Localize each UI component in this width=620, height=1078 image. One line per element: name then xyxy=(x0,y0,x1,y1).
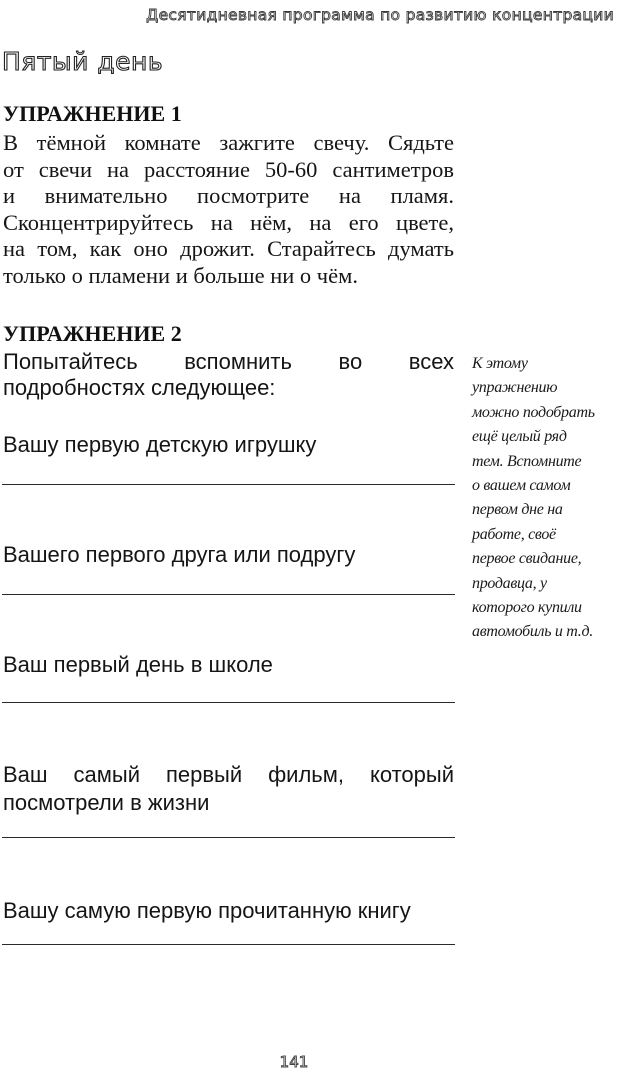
exercise2-heading: УПРАЖНЕНИЕ 2 xyxy=(3,321,182,346)
prompt-first-toy xyxy=(3,431,454,459)
side-note-line: которого купили xyxy=(472,599,582,617)
exercise2-intro-line: подробностях следующее: xyxy=(3,375,276,400)
exercise1-line: Сконцентрируйтесь на нём, на его цвете, xyxy=(3,209,454,235)
side-note-line: продавца, у xyxy=(472,574,547,592)
prompt-line: Вашу первую детскую игрушку xyxy=(3,432,317,457)
exercise1-line: и внимательно посмотрите на пламя. xyxy=(3,183,454,208)
prompt-first-film xyxy=(3,761,454,817)
prompt-first-school-day xyxy=(3,651,454,679)
side-note-line: первом дне на xyxy=(472,501,563,519)
exercise2-intro xyxy=(3,349,454,401)
exercise1-heading: УПРАЖНЕНИЕ 1 xyxy=(3,101,182,126)
day-title: Пятый день xyxy=(2,47,164,76)
page-number: 141 xyxy=(279,1053,309,1071)
side-note-line: автомобиль и т.д. xyxy=(472,623,593,641)
running-header: Десятидневная программа по развитию концентрации xyxy=(146,6,614,24)
prompt-line: Ваш самый первый фильм, который xyxy=(3,762,454,787)
answer-line-first-film[interactable] xyxy=(2,837,455,838)
answer-line-first-book[interactable] xyxy=(2,944,455,945)
answer-line-first-toy[interactable] xyxy=(2,484,455,485)
side-note-line: работе, своё xyxy=(472,525,556,543)
side-note-line: ещё целый ряд xyxy=(472,428,567,446)
side-note-line: можно подобрать xyxy=(472,403,595,421)
exercise1-line: только о пламени и больше ни о чём. xyxy=(3,262,358,288)
side-note-line: первое свидание, xyxy=(472,550,582,568)
prompt-line: Ваш первый день в школе xyxy=(3,652,273,677)
side-note xyxy=(472,352,618,645)
exercise2-intro-line: Попытайтесь вспомнить во всех xyxy=(3,349,454,374)
prompt-first-friend xyxy=(3,541,454,569)
side-note-line: упражнению xyxy=(472,379,558,397)
prompt-first-book xyxy=(3,897,454,925)
exercise1-line: В тёмной комнате зажгите свечу. Сядьте xyxy=(3,130,454,155)
prompt-line: Вашего первого друга или подругу xyxy=(3,542,356,567)
answer-line-first-friend[interactable] xyxy=(2,594,455,595)
exercise1-line: на том, как оно дрожит. Старайтесь думать xyxy=(3,236,454,261)
side-note-line: К этому xyxy=(472,355,528,372)
exercise1-line: от свечи на расстояние 50-60 сантиметров xyxy=(3,156,454,182)
answer-line-first-school-day[interactable] xyxy=(2,702,455,703)
prompt-line: посмотрели в жизни xyxy=(3,790,210,815)
prompt-line: Вашу самую первую прочитанную книгу xyxy=(3,898,411,923)
exercise1-text xyxy=(3,130,454,289)
side-note-line: тем. Вспомните xyxy=(472,452,582,470)
side-note-line: о вашем самом xyxy=(472,477,571,495)
